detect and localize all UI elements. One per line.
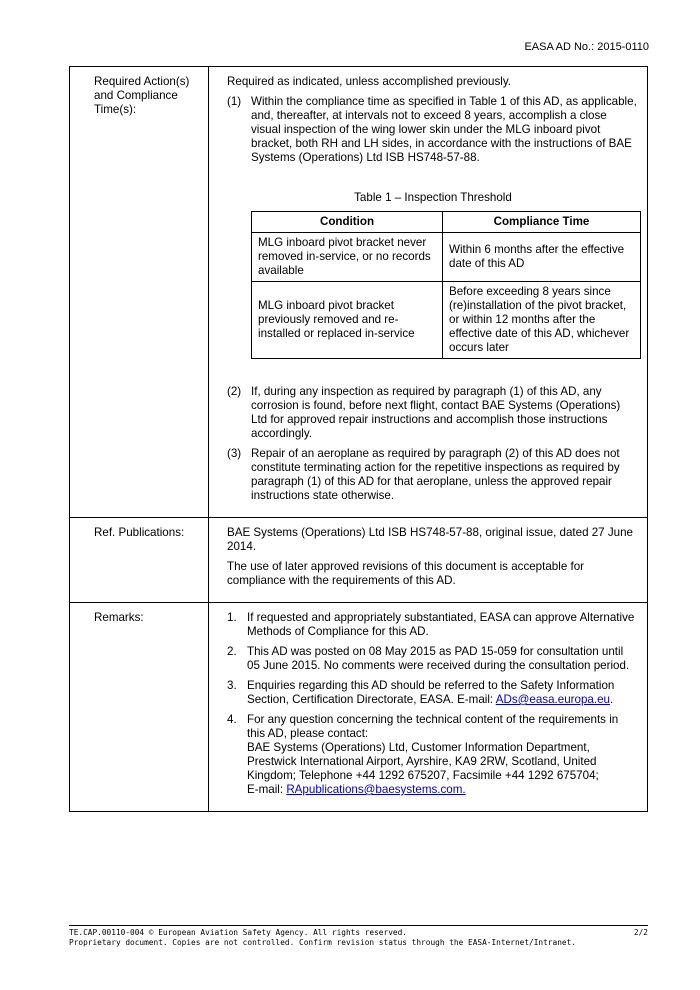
required-action-label: Required Action(s) and Compliance Time(s):: [94, 75, 190, 116]
remark-item: 3. Enquiries regarding this AD should be referred to the Safety Information Section, Certification Directorate, EASA. E-mail: ADs@easa.europa.eu.: [227, 679, 615, 706]
remarks-label: Remarks:: [94, 611, 144, 624]
action-item: (3) Repair of an aeroplane as required by paragraph (2) of this AD does not constitute terminating action for the repetitive inspections as required by paragraph (1) of this AD for that aeroplane, unless the approved repair instructions state otherwise.: [227, 447, 620, 502]
remark-item: 1. If requested and appropriately substantiated, EASA can approve Alternative Methods of Compliance for this AD.: [227, 611, 635, 638]
required-action-row: [70, 67, 648, 518]
table-header-row: [252, 212, 641, 233]
table-row: [252, 233, 641, 282]
inspection-threshold-table: [251, 211, 641, 359]
remark-item: 2. This AD was posted on 08 May 2015 as PAD 15-059 for consultation until 05 June 2015. No comments were received during the consultation period.: [227, 645, 630, 672]
action-item: (2) If, during any inspection as required by paragraph (1) of this AD, any corrosion is found, before next flight, contact BAE Systems (Operations) Ltd for approved repair instructions and accomplish those instructions accordingly.: [227, 385, 621, 440]
table-cell: Within 6 months after the effective date of this AD: [443, 233, 641, 282]
copyright-text: TE.CAP.00110-004 © European Aviation Safety Agency. All rights reserved.: [69, 928, 407, 937]
footer-divider: [69, 925, 648, 926]
page-footer: [69, 928, 648, 948]
table-cell: MLG inboard pivot bracket previously removed and re-installed or replaced in-service: [252, 282, 443, 359]
remark-item: 4. For any question concerning the technical content of the requirements in this AD, please contact: BAE Systems (Operations) Ltd, Customer Information Department, Prestwick International Airport, Ayrshire, KA9 2RW, Scotland, United Kingdom; Telephone +44 1292 675207, Facsimile +44 1292 675704; E-mail: RApublications@baesystems.com.: [227, 713, 619, 796]
table-cell: MLG inboard pivot bracket never removed in-service, or no records available: [252, 233, 443, 282]
table-cell: Before exceeding 8 years since (re)installation of the pivot bracket, or within 12 months after the effective date of this AD, whichever occurs later: [443, 282, 641, 359]
ref-publications-row: [70, 518, 648, 603]
easa-email-link[interactable]: ADs@easa.europa.eu: [495, 693, 610, 706]
action-item: (1) Within the compliance time as specified in Table 1 of this AD, as applicable, and, thereafter, at intervals not to exceed 8 years, accomplish a close visual inspection of the wing lower skin under the MLG inboard pivot bracket, both RH and LH sides, in accordance with the instructions of BAE Systems (Operations) Ltd ISB HS748-57-88.: [227, 95, 637, 164]
ad-requirements-table: [69, 66, 648, 812]
table-caption: Table 1 – Inspection Threshold: [354, 191, 512, 204]
bae-email-link[interactable]: RApublications@baesystems.com.: [286, 783, 466, 796]
ref-publications-label: Ref. Publications:: [94, 526, 185, 539]
column-header-condition: Condition: [252, 212, 443, 233]
contact-address: BAE Systems (Operations) Ltd, Customer Information Department, Prestwick International Airport, Ayrshire, KA9 2RW, Scotland, United Kingdom; Telephone +44 1292 675207, Facsimile +44 1292 675704;: [247, 741, 599, 782]
proprietary-notice: Proprietary document. Copies are not controlled. Confirm revision status through the EASA-Internet/Intranet.: [69, 938, 576, 947]
table-row: [252, 282, 641, 359]
ref-publication-text: BAE Systems (Operations) Ltd ISB HS748-57-88, original issue, dated 27 June 2014.: [227, 526, 633, 553]
revision-note-text: The use of later approved revisions of this document is acceptable for compliance with the requirements of this AD.: [227, 560, 585, 587]
page-number: 2/2: [633, 928, 648, 937]
column-header-compliance-time: Compliance Time: [443, 212, 641, 233]
ad-number-header: EASA AD No.: 2015-0110: [524, 41, 649, 53]
required-action-intro: Required as indicated, unless accomplished previously.: [227, 75, 511, 88]
remarks-row: [70, 603, 648, 812]
